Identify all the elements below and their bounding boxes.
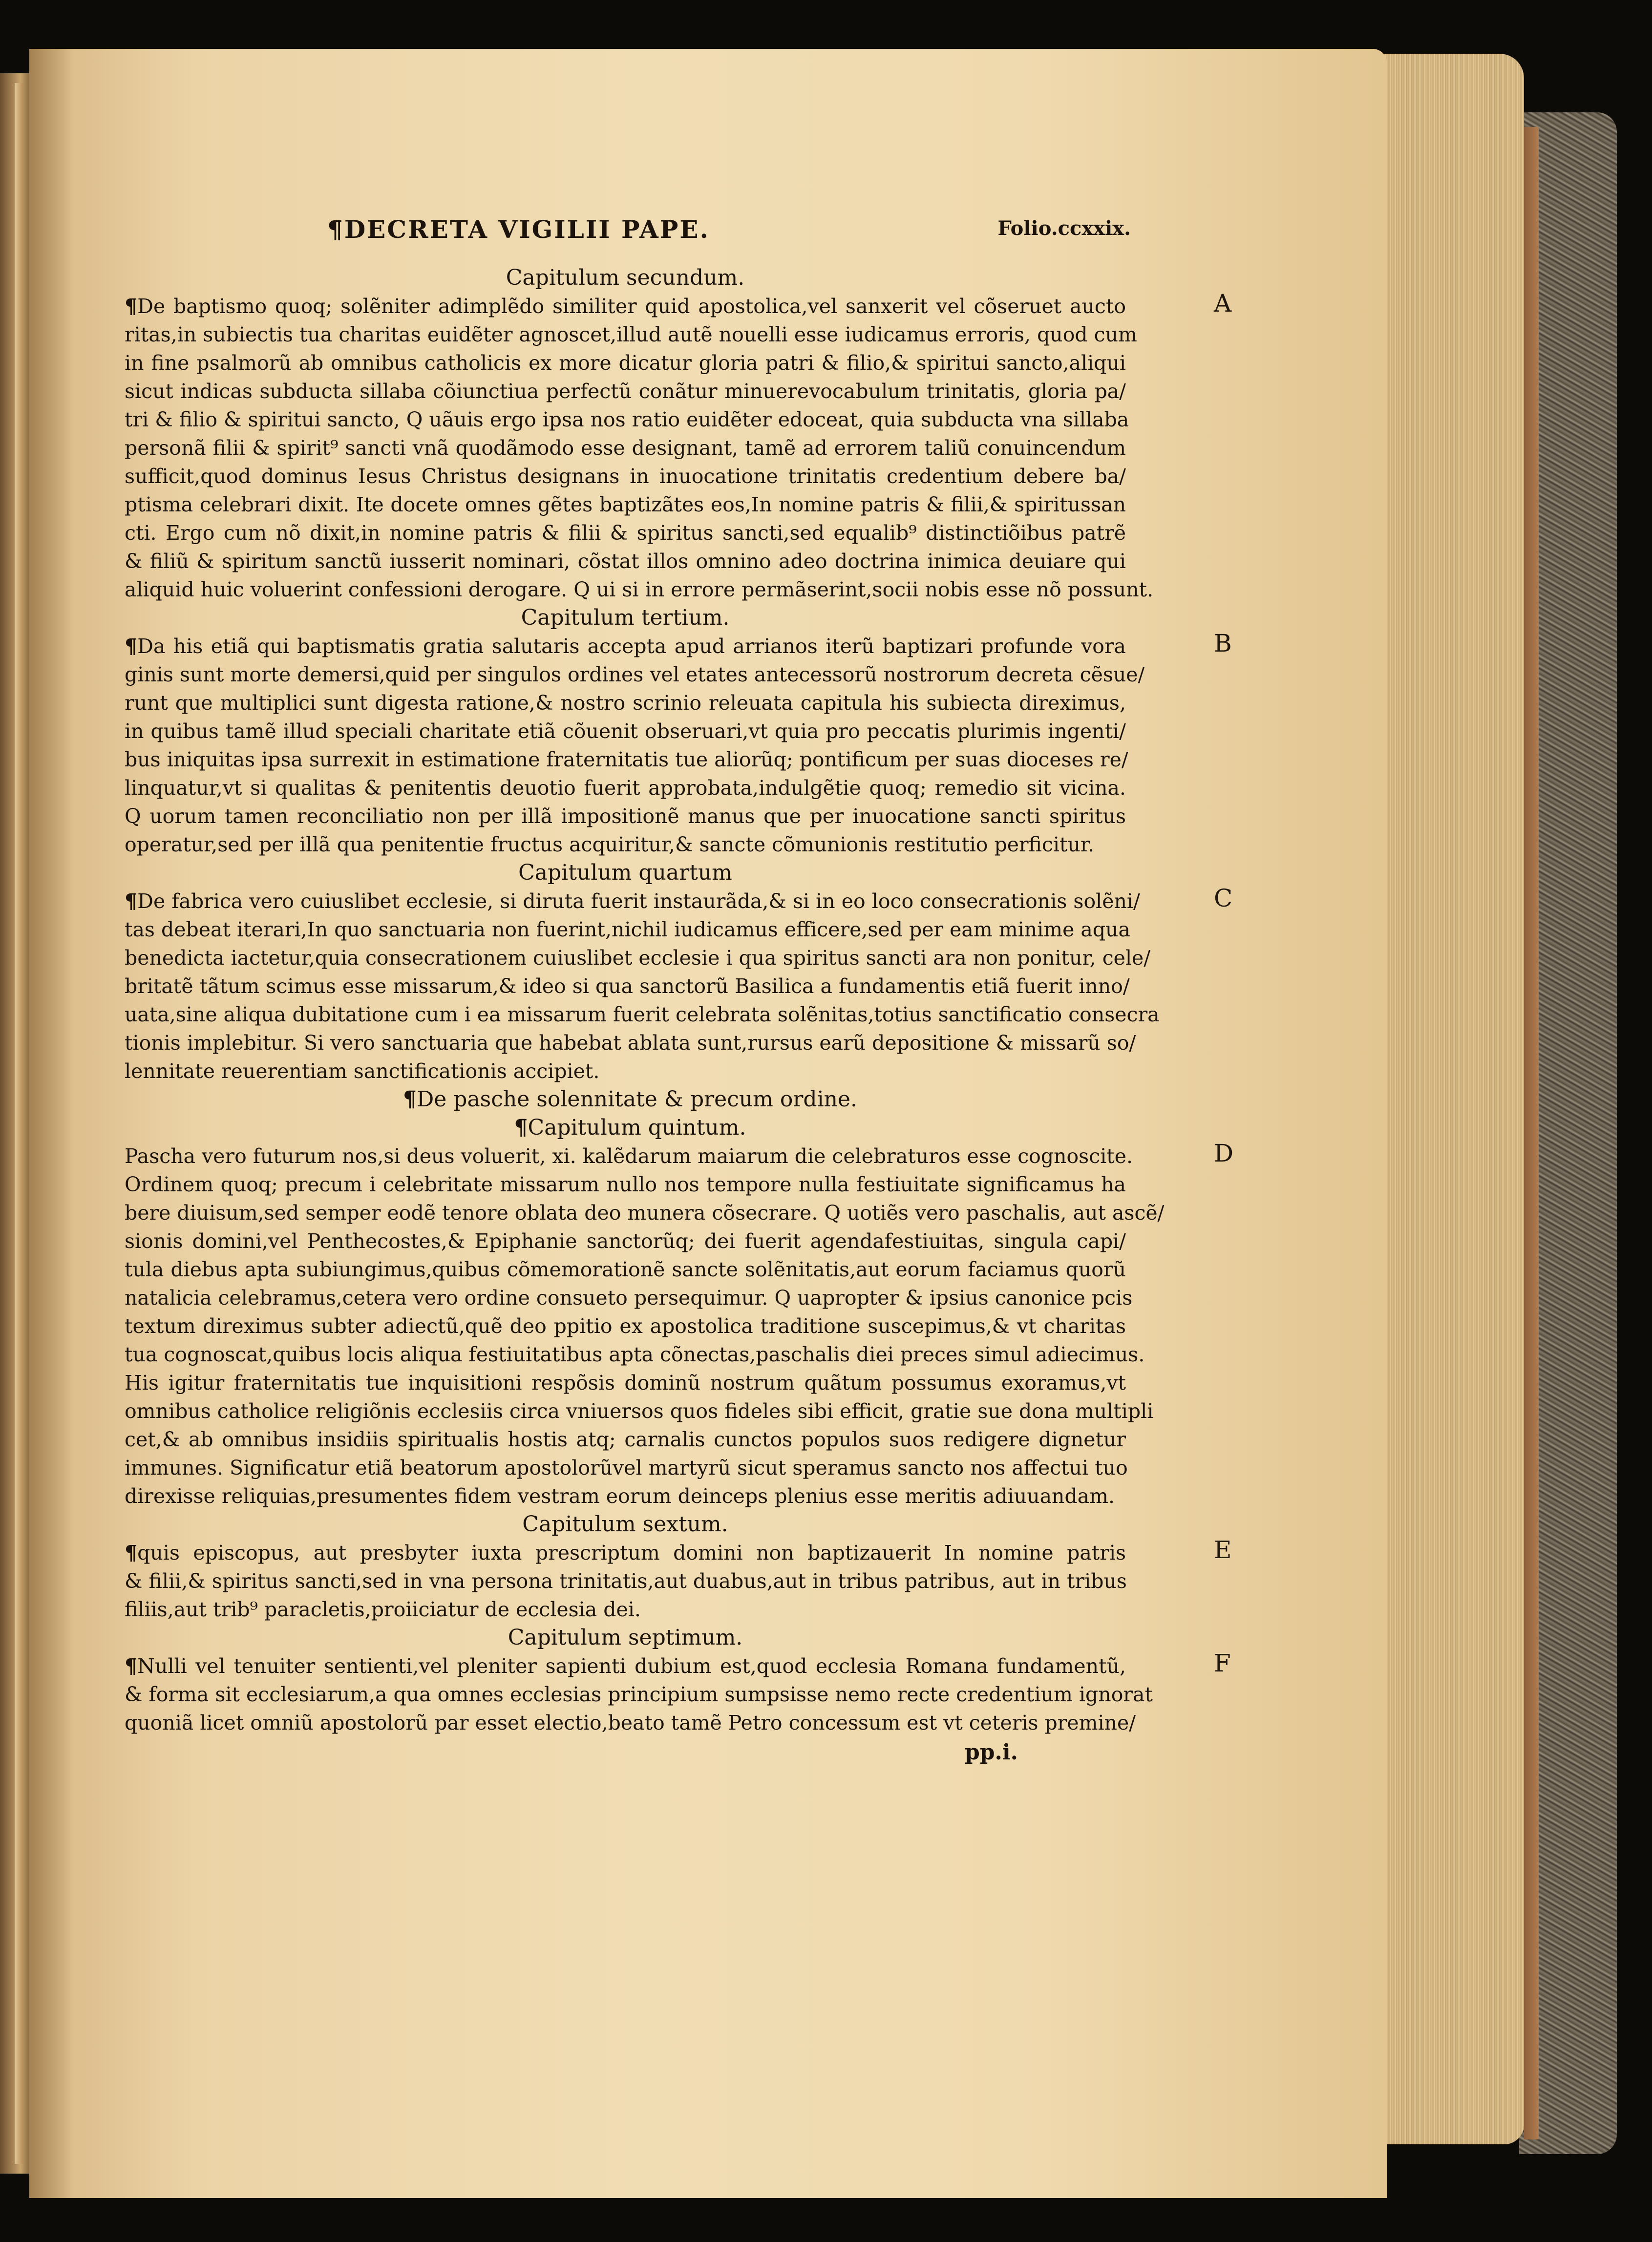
text-line-content: filiis,aut trib⁹ paracletis,proiiciatur de ecclesia dei. — [125, 1598, 641, 1621]
pilcrow-mark: ¶ — [125, 295, 138, 318]
pilcrow-mark: ¶ — [327, 215, 344, 244]
chapter-heading — [125, 264, 1126, 292]
text-line-content: ginis sunt morte demersi,quid per singulos ordines vel etates antecessorũ nostrorum decreta cẽsue/ — [125, 663, 1145, 686]
running-head — [125, 215, 1131, 249]
text-line-content: linquatur,vt si qualitas & penitentis deuotio fuerit approbata,indulgẽtie quoq; remedio sit vicina. — [125, 776, 1126, 800]
text-line — [125, 1255, 1126, 1284]
text-line-content: lennitate reuerentiam sanctificationis accipiet. — [125, 1059, 600, 1083]
text-line — [125, 462, 1126, 490]
text-line — [125, 1595, 1126, 1624]
text-line — [125, 1567, 1126, 1595]
text-line-content: tua cognoscat,quibus locis aliqua festiuitatibus apta cõnectas,paschalis diei preces simul adiecimus. — [125, 1343, 1145, 1366]
text-line-content: De fabrica vero cuiuslibet ecclesie, si diruta fuerit instaurãda,& si in eo loco consecrationis solẽni/ — [137, 889, 1140, 913]
text-line — [125, 689, 1126, 717]
text-line-content: in fine psalmorũ ab omnibus catholicis ex more dicatur gloria patri & filio,& spiritui sancto,aliqui — [125, 351, 1126, 375]
text-line — [125, 660, 1145, 689]
text-line-content: operatur,sed per illã qua penitentie fructus acquiritur,& sancte cõmunionis restitutio perficitur. — [125, 833, 1095, 856]
text-line — [125, 1057, 1126, 1085]
text-line — [125, 1425, 1126, 1454]
margin-section-letter: A — [1214, 289, 1232, 317]
text-line — [125, 774, 1126, 802]
text-line — [125, 745, 1126, 774]
text-line — [125, 320, 1137, 349]
chapter-heading — [125, 1114, 1126, 1142]
text-line — [125, 915, 1130, 944]
page-gutter-shadow — [29, 49, 73, 2198]
margin-section-letter: F — [1214, 1649, 1231, 1677]
folio-number: Folio.ccxxix. — [997, 217, 1131, 240]
text-line — [125, 887, 1140, 915]
pilcrow-mark: ¶ — [125, 1541, 138, 1565]
chapter-heading — [125, 604, 1126, 632]
text-line-content: & forma sit ecclesiarum,a qua omnes ecclesias principium sumpsisse nemo recte credentium ignorat — [125, 1683, 1153, 1706]
text-line — [125, 1029, 1136, 1057]
text-line-content: tri & filio & spiritui sancto, Q uãuis ergo ipsa nos ratio euidẽter edoceat, quia subducta vna sillaba — [125, 408, 1129, 431]
text-line-content: ritas,in subiectis tua charitas euidẽter agnoscet,illud autẽ nouelli esse iudicamus erroris, quod cum — [125, 323, 1137, 346]
text-line — [125, 1454, 1126, 1482]
text-line-content: natalicia celebramus,cetera vero ordine consueto persequimur. Q uapropter & ipsius canonice pcis — [125, 1286, 1133, 1310]
text-line — [125, 1199, 1165, 1227]
text-line-content: bere diuisum,sed semper eodẽ tenore oblata deo munera cõsecrare. Q uotiẽs vero paschalis, aut ascẽ/ — [125, 1201, 1165, 1225]
pilcrow-mark: ¶ — [125, 1654, 138, 1678]
chapter-heading — [125, 859, 1126, 887]
text-line — [125, 1000, 1160, 1029]
body-text — [125, 264, 1165, 1737]
text-line-content: De baptismo quoq; solẽniter adimplẽdo similiter quid apostolica,vel sanxerit vel cõseruet aucto — [137, 295, 1126, 318]
pilcrow-mark: ¶ — [402, 1087, 417, 1112]
text-line — [125, 434, 1126, 462]
text-line — [125, 1482, 1126, 1510]
text-line — [125, 1369, 1126, 1397]
chapter-heading — [125, 1510, 1126, 1539]
running-title — [327, 215, 710, 244]
running-title-text: DECRETA VIGILII PAPE. — [344, 215, 710, 244]
text-line — [125, 377, 1126, 405]
text-line — [125, 632, 1126, 660]
text-line-content: & filiũ & spiritum sanctũ iusserit nominari, cõstat illos omnino adeo doctrina inimica deuiare qui — [125, 550, 1126, 573]
text-line-content: sionis domini,vel Penthecostes,& Epiphanie sanctorũq; dei fuerit agendafestiuitas, singula capi/ — [125, 1229, 1126, 1253]
text-line — [125, 1652, 1126, 1680]
text-line-content: immunes. Significatur etiã beatorum apostolorũvel martyrũ sicut speramus sancto nos affectui tuo — [125, 1456, 1128, 1480]
text-line — [125, 1284, 1133, 1312]
chapter-heading-text: Capitulum secundum. — [506, 265, 745, 290]
text-line — [125, 547, 1126, 575]
text-line-content: benedicta iactetur,quia consecrationem cuiuslibet ecclesie i qua spiritus sancti ara non ponitur, cele/ — [125, 946, 1151, 970]
text-line — [125, 490, 1126, 519]
text-line-content: cet,& ab omnibus insidiis spiritualis hostis atq; carnalis cunctos populos suos redigere dignetur — [125, 1428, 1126, 1451]
text-line — [125, 1340, 1145, 1369]
text-line — [125, 1312, 1126, 1340]
margin-section-letter: C — [1214, 884, 1233, 912]
text-line-content: direxisse reliquias,presumentes fidem vestram eorum deinceps plenius esse meritis adiuuandam. — [125, 1484, 1115, 1508]
text-line — [125, 349, 1126, 377]
text-line-content: ptisma celebrari dixit. Ite docete omnes gẽtes baptizãtes eos,In nomine patris & filii,& spiritussan — [125, 493, 1126, 516]
text-line-content: quis episcopus, aut presbyter iuxta prescriptum domini non baptizauerit In nomine patris — [137, 1541, 1126, 1565]
text-line — [125, 1170, 1126, 1199]
chapter-heading-text: Capitulum tertium. — [521, 605, 730, 630]
text-line — [125, 802, 1126, 830]
text-line-content: & filii,& spiritus sancti,sed in vna persona trinitatis,aut duabus,aut in tribus patribus, aut in tribus — [125, 1569, 1127, 1593]
text-line — [125, 405, 1129, 434]
text-line — [125, 575, 1154, 604]
page-block-fore-edge — [1377, 54, 1524, 2144]
text-line — [125, 292, 1126, 320]
left-page-fold — [15, 83, 23, 2164]
chapter-heading-text: De pasche solennitate & precum ordine. — [416, 1087, 858, 1112]
pilcrow-mark: ¶ — [125, 635, 138, 658]
text-line — [125, 830, 1126, 859]
chapter-heading-text: Capitulum quintum. — [528, 1115, 746, 1140]
text-line-content: runt que multiplici sunt digesta ratione,& nostro scrinio releuata capitula his subiecta direximus, — [125, 691, 1126, 715]
text-line-content: Nulli vel tenuiter sentienti,vel pleniter sapienti dubium est,quod ecclesia Romana fundamentũ, — [137, 1654, 1126, 1678]
text-line-content: textum direximus subter adiectũ,quẽ deo ppitio ex apostolica traditione suscepimus,& vt charitas — [125, 1314, 1126, 1338]
signature-mark: pp.i. — [965, 1740, 1018, 1765]
text-line — [125, 1539, 1126, 1567]
book-cover-edge — [1524, 127, 1539, 2139]
text-line-content: His igitur fraternitatis tue inquisitioni respõsis dominũ nostrum quãtum possumus exoramus,vt — [125, 1371, 1126, 1395]
text-line — [125, 1397, 1154, 1425]
text-line — [125, 1709, 1136, 1737]
chapter-heading — [125, 1085, 1126, 1114]
margin-section-letter: E — [1214, 1536, 1232, 1564]
text-line-content: tas debeat iterari,In quo sanctuaria non fuerint,nichil iudicamus efficere,sed per eam minime aqua — [125, 918, 1130, 941]
text-line-content: in quibus tamẽ illud speciali charitate etiã cõuenit obseruari,vt quia pro peccatis plurimis ingenti/ — [125, 719, 1126, 743]
text-line-content: sufficit,quod dominus Iesus Christus designans in inuocatione trinitatis credentium debere ba/ — [125, 465, 1126, 488]
chapter-heading-text: Capitulum septimum. — [508, 1625, 743, 1650]
text-line-content: tionis implebitur. Si vero sanctuaria que habebat ablata sunt,rursus earũ depositione & missarũ so/ — [125, 1031, 1136, 1055]
text-line-content: britatẽ tãtum scimus esse missarum,& ideo si qua sanctorũ Basilica a fundamentis etiã fuerit inno/ — [125, 974, 1130, 998]
text-line-content: sicut indicas subducta sillaba cõiunctiua perfectũ conãtur minuerevocabulum trinitatis, gloria pa/ — [125, 380, 1126, 403]
pilcrow-mark: ¶ — [125, 889, 138, 913]
chapter-heading — [125, 1624, 1126, 1652]
text-line-content: aliquid huic voluerint confessioni derogare. Q ui si in errore permãserint,socii nobis esse nõ possunt. — [125, 578, 1154, 601]
text-line — [125, 1227, 1126, 1255]
text-line-content: Da his etiã qui baptismatis gratia salutaris accepta apud arrianos iterũ baptizari profunde vora — [137, 635, 1126, 658]
text-line-content: personã filii & spirit⁹ sancti vnã quodãmodo esse designant, tamẽ ad errorem taliũ conuincendum — [125, 436, 1126, 460]
margin-section-letter: B — [1214, 629, 1232, 657]
text-line — [125, 972, 1130, 1000]
text-line — [125, 1680, 1153, 1709]
text-line-content: Ordinem quoq; precum i celebritate missarum nullo nos tempore nulla festiuitate significamus ha — [125, 1173, 1126, 1196]
text-line-content: Q uorum tamen reconciliatio non per illã impositionẽ manus que per inuocatione sancti spiritus — [125, 804, 1126, 828]
text-line-content: omnibus catholice religiõnis ecclesiis circa vniuersos quos fideles sibi efficit, gratie sue dona multipli — [125, 1399, 1154, 1423]
text-line — [125, 944, 1151, 972]
text-line — [125, 519, 1126, 547]
text-line-content: tula diebus apta subiungimus,quibus cõmemorationẽ sancte solẽnitatis,aut eorum faciamus quorũ — [125, 1258, 1126, 1281]
pilcrow-mark: ¶ — [514, 1115, 528, 1140]
text-line — [125, 1142, 1133, 1170]
text-line — [125, 717, 1126, 745]
margin-section-letter: D — [1214, 1139, 1234, 1167]
text-line-content: uata,sine aliqua dubitatione cum i ea missarum fuerit celebrata solẽnitas,totius sanctificatio consecra — [125, 1003, 1160, 1026]
chapter-heading-text: Capitulum sextum. — [522, 1512, 728, 1537]
text-line-content: quoniã licet omniũ apostolorũ par esset electio,beato tamẽ Petro concessum est vt ceteris premine/ — [125, 1711, 1136, 1734]
text-line-content: bus iniquitas ipsa surrexit in estimatione fraternitatis tue aliorũq; pontificum per suas dioceses re/ — [125, 748, 1128, 771]
chapter-heading-text: Capitulum quartum — [518, 860, 732, 885]
text-line-content: cti. Ergo cum nõ dixit,in nomine patris & filii & spiritus sancti,sed equalib⁹ distinctiõibus patrẽ — [125, 521, 1126, 545]
text-line-content: Pascha vero futurum nos,si deus voluerit, xi. kalẽdarum maiarum die celebraturos esse cognoscite. — [125, 1144, 1133, 1168]
